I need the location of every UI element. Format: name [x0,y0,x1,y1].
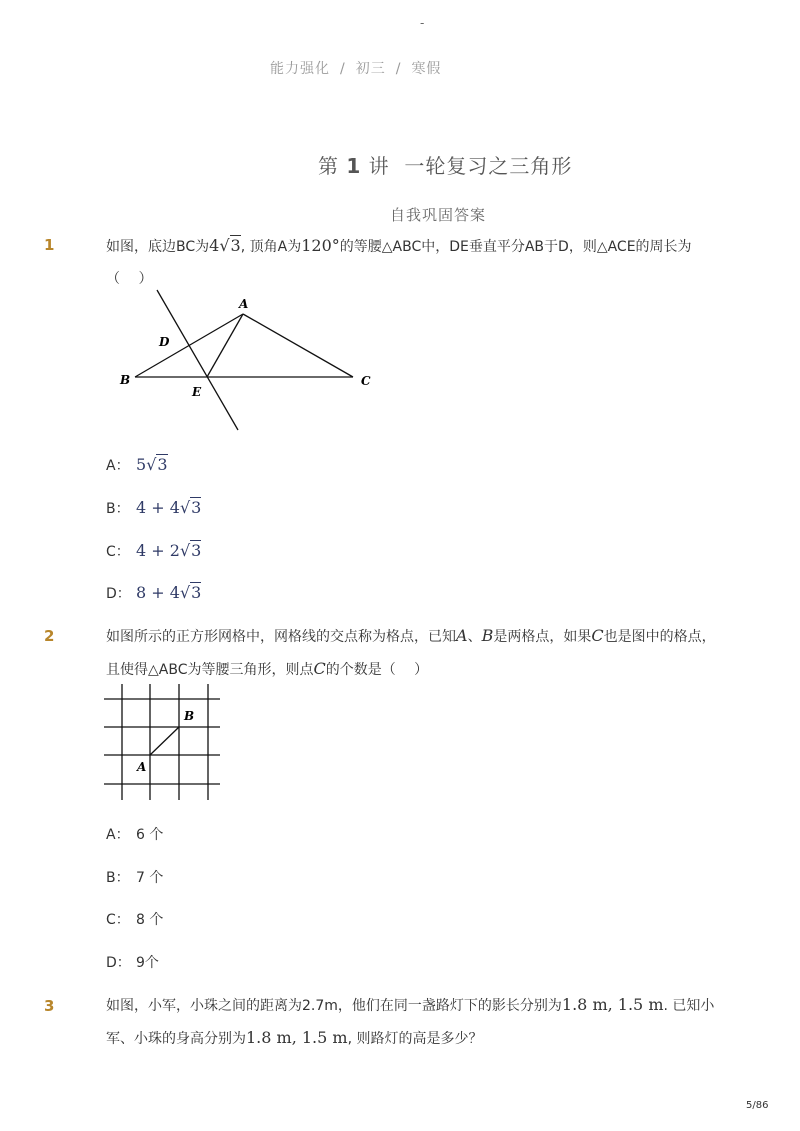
question-text-part: 、 [467,629,482,645]
breadcrumb-separator: / [395,61,402,77]
question-text-part: 如图，底边BC为 [106,239,210,255]
option-d[interactable] [106,951,159,975]
breadcrumb-separator: / [340,61,346,77]
segment-ab [150,727,179,755]
option-d[interactable] [106,581,201,605]
math-radicand: 3 [230,236,241,255]
question-text-part: 如图，小军，小珠之间的距离为2.7m，他们在同一盏路灯下的影长分别为 [106,998,562,1014]
math-expression: 4√3 [209,236,241,255]
math-variable: B [481,626,494,645]
lesson-prefix: 第 [318,154,339,178]
lesson-name: 一轮复习之三角形 [404,154,573,178]
option-value: 5√3 [136,455,168,474]
option-label: B： [106,870,130,886]
option-value: 4 + 4√3 [136,498,202,517]
math-variable: C [591,626,604,645]
perpendicular-bisector-line [157,290,238,430]
option-c[interactable] [106,539,201,563]
question-text-part: 的个数是（ ） [325,662,429,678]
option-radicand: 3 [157,455,168,474]
segment-ae [207,314,243,377]
option-label: C： [106,912,130,928]
option-label: D： [106,955,131,971]
lesson-suffix: 讲 [368,154,390,178]
option-a[interactable] [106,823,163,847]
math-variable: C [313,659,326,678]
math-variable: A [456,626,468,645]
question-text-part: 是两格点，如果 [493,629,592,645]
question-text-part: 的等腰△ABC中，DE垂直平分AB于D，则△ACE的周长为 [339,239,692,255]
option-label: A： [106,458,130,474]
grid-lines [104,684,220,800]
answer-blank: （ ） [106,271,153,287]
option-coef: 8 + 4 [136,583,180,602]
math-expression: 1.8 m, 1.5 m [246,1028,348,1047]
option-value: 8 + 4√3 [136,583,202,602]
section-title: 自我巩固答案 [390,206,487,224]
point-label-b: B [184,709,195,723]
option-radicand: 3 [191,583,202,602]
point-label-c: C [361,374,371,388]
segment-ab [135,314,243,377]
question-number: 3 [44,997,55,1015]
option-value: 9个 [136,955,159,971]
math-expression: 1.8 m, 1.5 m [561,995,664,1014]
point-label-a: A [239,297,249,311]
lesson-title [318,150,572,179]
question-text-part: 也是图中的格点，且使得△ABC为等腰三角形，则点 [106,629,716,678]
question-text-part: , 则路灯的高是多少？ [347,1031,483,1047]
question-text-part: 如图所示的正方形网格中，网格线的交点称为格点，已知 [106,629,456,645]
breadcrumb-item[interactable]: 能力强化 [270,61,330,77]
option-coef: 4 + 4 [136,498,180,517]
lesson-number: 1 [346,154,362,178]
option-coef: 5 [136,455,147,474]
option-a[interactable] [106,453,168,477]
segment-ac [243,314,353,377]
option-label: D： [106,586,131,602]
option-value: 7 个 [136,870,164,886]
point-label-d: D [159,335,170,349]
option-b[interactable] [106,866,163,890]
question-number: 2 [44,627,55,645]
question-text [106,989,718,1055]
point-label-b: B [120,373,131,387]
option-radicand: 3 [191,541,202,560]
question-text [106,620,718,686]
breadcrumb-item[interactable]: 初三 [355,61,386,77]
option-label: A： [106,827,130,843]
question-text-part: . 已知小军、小珠的身高分别为 [106,998,715,1047]
question-text-part: , 顶角A为 [240,239,302,255]
point-label-a: A [137,760,147,774]
option-coef: 4 + 2 [136,541,180,560]
option-value: 8 个 [136,912,164,928]
breadcrumb [270,58,441,78]
point-label-e: E [192,385,202,399]
option-radicand: 3 [191,498,202,517]
question-number: 1 [44,236,55,254]
page-number: 5/86 [746,1100,769,1111]
question-text [106,230,718,295]
math-expression: 120° [301,236,340,255]
option-c[interactable] [106,908,163,932]
option-value: 4 + 2√3 [136,541,202,560]
breadcrumb-item[interactable]: 寒假 [411,61,442,77]
option-b[interactable] [106,496,201,520]
triangle-figure [110,288,380,434]
math-coef: 4 [209,236,220,255]
grid-figure [104,684,222,802]
option-label: C： [106,544,130,560]
option-label: B： [106,501,130,517]
option-value: 6 个 [136,827,164,843]
header-dash: - [420,16,425,30]
